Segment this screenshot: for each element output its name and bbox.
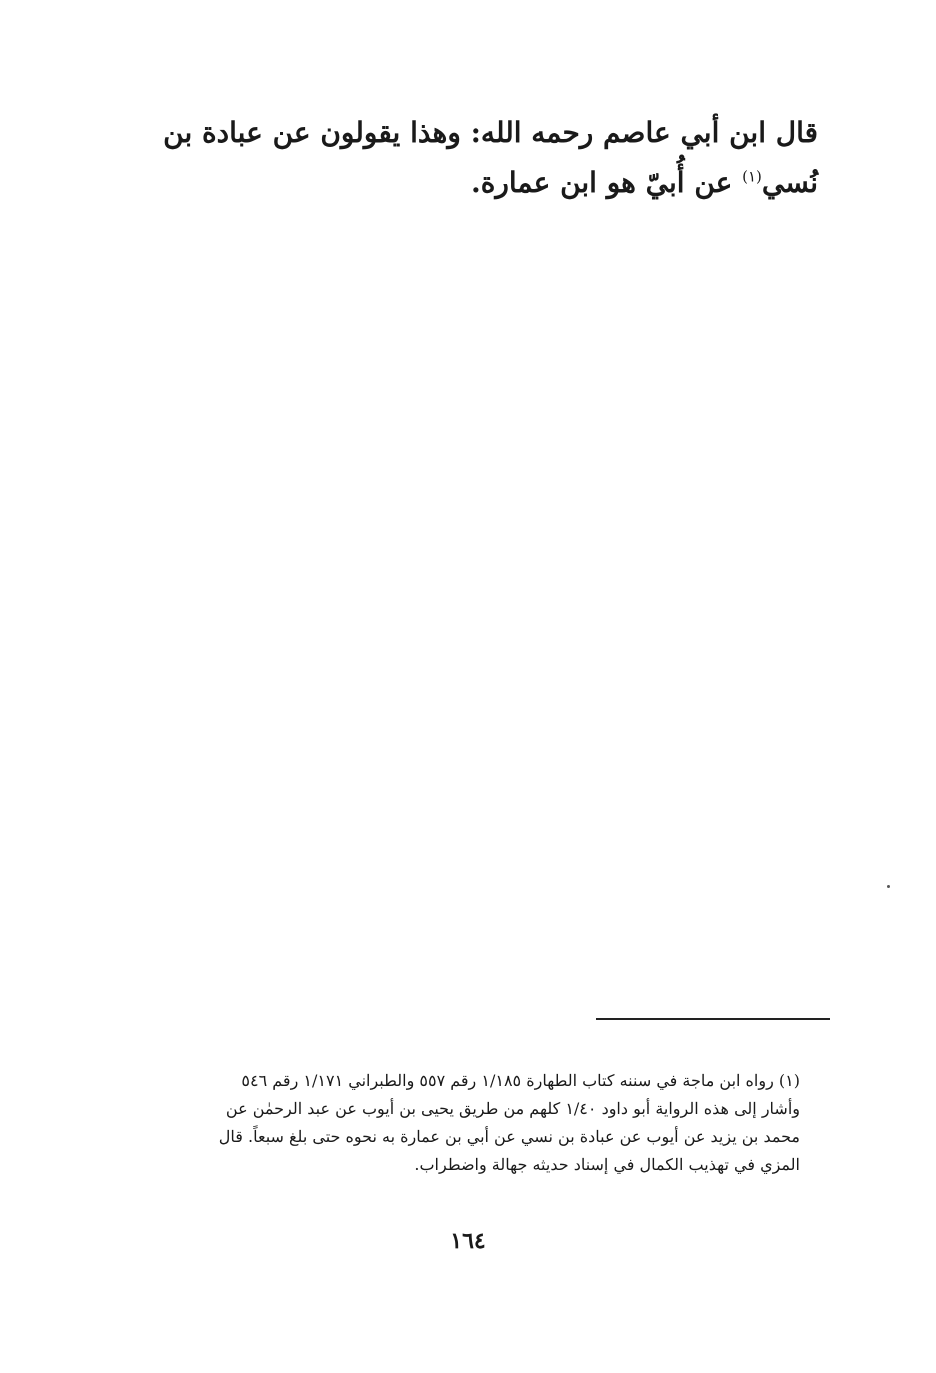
main-line-2-end: عن أُبيّ هو ابن عمارة. xyxy=(470,166,743,199)
footnote-line-4: المزي في تهذيب الكمال في إسناد حديثه جهالة واضطراب. xyxy=(414,1155,800,1174)
footnote-line-1: (١) رواه ابن ماجة في سننه كتاب الطهارة ١/١٨٥ رقم ٥٥٧ والطبراني ١/١٧١ رقم ٥٤٦ xyxy=(241,1071,800,1090)
scan-speck xyxy=(887,885,890,888)
footnote-line-2: وأشار إلى هذه الرواية أبو داود ١/٤٠ كلهم من طريق يحيى بن أيوب عن عبد الرحمٰن عن xyxy=(225,1099,800,1118)
footnote-reference: (١) xyxy=(742,167,762,186)
footnote xyxy=(150,1067,800,1179)
main-paragraph xyxy=(138,108,818,208)
main-line-2-start: نُسي xyxy=(761,166,818,199)
page-number: ١٦٤ xyxy=(450,1228,486,1254)
footnote-line-3: محمد بن يزيد عن أيوب عن عبادة بن نسي عن أبي بن عمارة به نحوه حتى بلغ سبعاً. قال xyxy=(218,1127,800,1146)
footnote-separator xyxy=(596,1018,830,1020)
main-line-2 xyxy=(138,158,818,208)
main-line-1: قال ابن أبي عاصم رحمه الله: وهذا يقولون عن عبادة بن xyxy=(163,116,818,149)
